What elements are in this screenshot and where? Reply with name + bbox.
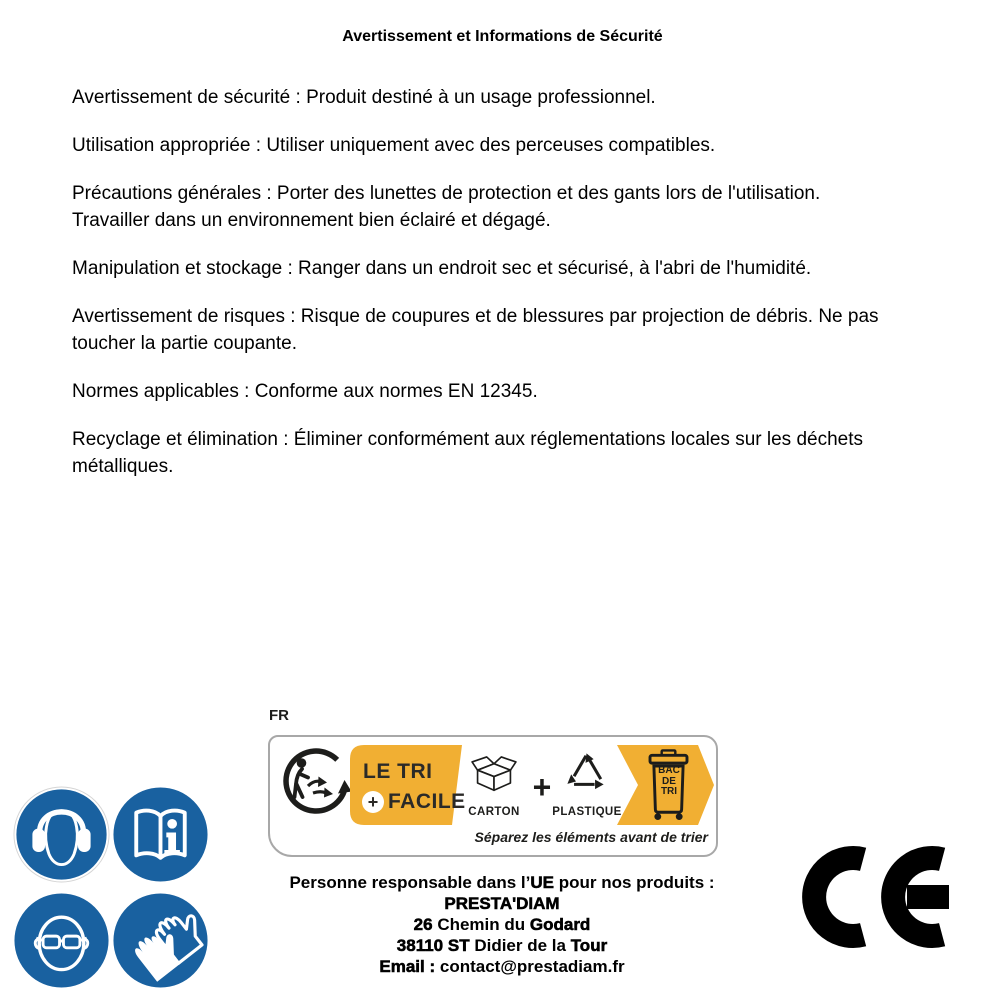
responsible-line xyxy=(152,935,852,956)
slogan-line1: LE TRI xyxy=(363,760,433,783)
page-title: Avertissement et Informations de Sécurité xyxy=(342,28,663,45)
body-line: toucher la partie coupante. xyxy=(72,333,297,354)
body-line: Utilisation appropriée : Utiliser uniquement avec des perceuses compatibles. xyxy=(72,135,716,156)
tri-facile-banner xyxy=(350,745,714,825)
carton-box-icon xyxy=(471,751,517,793)
body-line: Normes applicables : Conforme aux normes EN 12345. xyxy=(72,381,538,402)
plastic-recycling-icon xyxy=(563,750,609,792)
responsible-line-segment: Tour xyxy=(570,936,608,955)
bin-text-line: BAC xyxy=(658,765,680,776)
responsible-line-segment: pour nos produits : xyxy=(554,873,715,892)
body-paragraph xyxy=(72,303,952,357)
body-line: Avertissement de sécurité : Produit destiné à un usage professionnel. xyxy=(72,87,656,108)
material-carton-label: CARTON xyxy=(468,806,520,818)
responsible-line xyxy=(152,872,852,893)
body-paragraph xyxy=(72,426,952,480)
responsible-line-segment: Chemin du xyxy=(437,915,530,934)
document-body xyxy=(72,84,952,501)
responsible-line-segment: Didier de la xyxy=(474,936,571,955)
responsible-line xyxy=(152,893,852,914)
responsible-line-segment: UE xyxy=(530,873,554,892)
body-paragraph xyxy=(72,84,952,111)
responsible-line-segment: Personne responsable dans l’ xyxy=(289,873,531,892)
read-instruction-manual-icon xyxy=(112,786,209,883)
slogan-line2: FACILE xyxy=(388,790,466,813)
responsible-line-segment: 26 xyxy=(413,915,438,934)
responsible-line-segment: contact@prestadiam.fr xyxy=(439,957,625,976)
body-line: métalliques. xyxy=(72,456,174,477)
ce-mark-logo xyxy=(798,844,953,950)
body-paragraph xyxy=(72,255,952,282)
body-line: Recyclage et élimination : Éliminer conformément aux réglementations locales sur les déchets xyxy=(72,429,863,450)
responsible-line xyxy=(152,914,852,935)
bin-text-line: TRI xyxy=(660,786,678,797)
body-paragraph xyxy=(72,378,952,405)
wear-ear-protection-icon xyxy=(13,786,110,883)
body-paragraph xyxy=(72,132,952,159)
materials-plus-sign: + xyxy=(532,769,552,805)
responsible-line-segment: PRESTA'DIAM xyxy=(444,894,560,913)
body-paragraph xyxy=(72,180,952,234)
plus-circle-icon: + xyxy=(362,791,384,813)
responsible-line-segment: Email : xyxy=(379,957,440,976)
recycling-sorting-label xyxy=(268,735,718,857)
responsible-line xyxy=(152,956,852,977)
bin-text xyxy=(650,766,688,798)
triman-logo-icon xyxy=(281,746,351,816)
body-line: Travailler dans un environnement bien éclairé et dégagé. xyxy=(72,210,551,231)
bin-text-line: DE xyxy=(662,775,676,787)
body-line: Avertissement de risques : Risque de coupures et de blessures par projection de débris. Ne pas xyxy=(72,306,879,327)
material-plastique-label: PLASTIQUE xyxy=(552,806,622,818)
country-code-label: FR xyxy=(269,707,289,724)
responsible-line-segment: Godard xyxy=(529,915,591,934)
body-line: Précautions générales : Porter des lunettes de protection et des gants lors de l'utilisation. xyxy=(72,183,821,204)
body-line: Manipulation et stockage : Ranger dans un endroit sec et sécurisé, à l'abri de l'humidité. xyxy=(72,258,812,279)
wear-eye-protection-icon xyxy=(13,892,110,989)
responsible-block xyxy=(152,872,852,977)
sorting-instruction: Séparez les éléments avant de trier xyxy=(474,829,708,845)
responsible-line-segment: 38110 ST xyxy=(396,936,475,955)
